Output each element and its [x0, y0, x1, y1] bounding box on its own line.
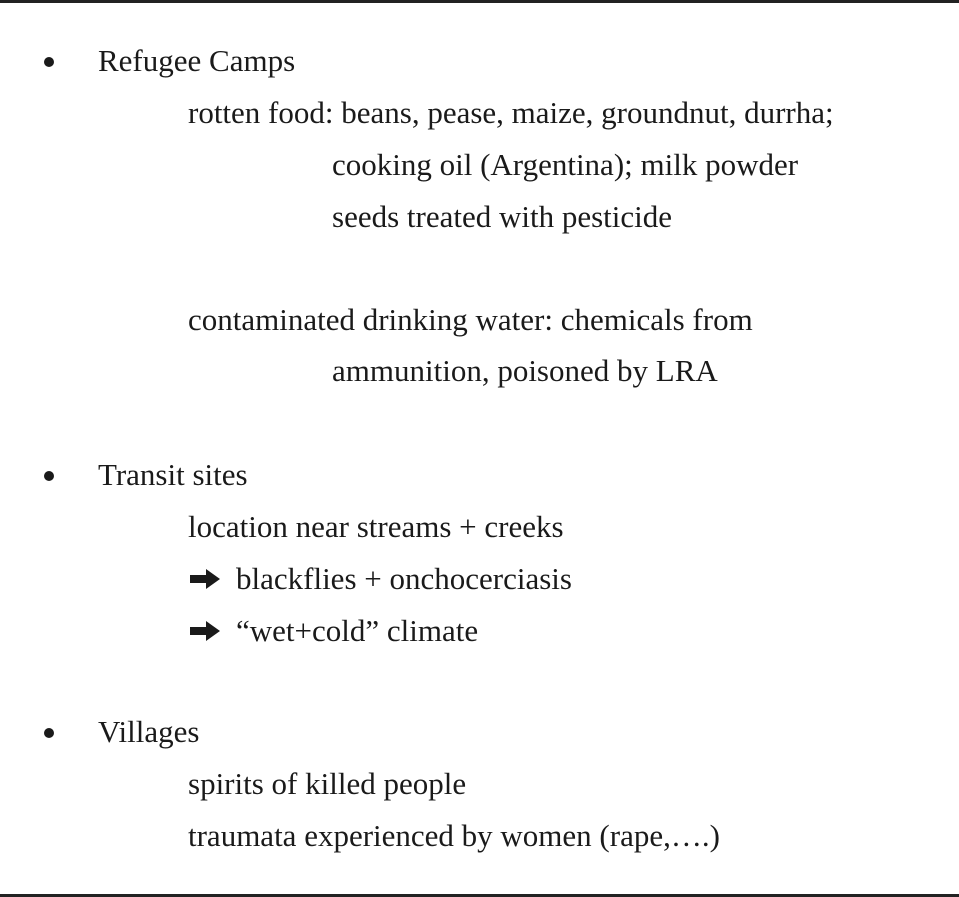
section-line-arrow	[188, 611, 478, 651]
section-line: cooking oil (Argentina); milk powder	[332, 147, 799, 182]
bullet-icon	[44, 57, 54, 67]
section-line: ammunition, poisoned by LRA	[332, 353, 718, 388]
section-heading-refugee-camps: Refugee Camps	[98, 43, 296, 78]
bullet-icon	[44, 471, 54, 481]
section-line: blackflies + onchocerciasis	[236, 561, 572, 596]
section-line: rotten food: beans, pease, maize, groundnut, durrha;	[188, 95, 834, 130]
right-arrow-icon	[188, 566, 222, 592]
section-line-arrow	[188, 559, 572, 599]
section-line: “wet+cold” climate	[236, 613, 479, 648]
section-heading-transit-sites: Transit sites	[98, 457, 248, 492]
section-line: location near streams + creeks	[188, 509, 564, 544]
section-heading-villages: Villages	[98, 714, 200, 749]
section-line: traumata experienced by women (rape,….)	[188, 818, 720, 853]
section-line: spirits of killed people	[188, 766, 467, 801]
right-arrow-icon	[188, 618, 222, 644]
section-line: seeds treated with pesticide	[332, 199, 673, 234]
bullet-icon	[44, 728, 54, 738]
section-line: contaminated drinking water: chemicals from	[188, 302, 753, 337]
